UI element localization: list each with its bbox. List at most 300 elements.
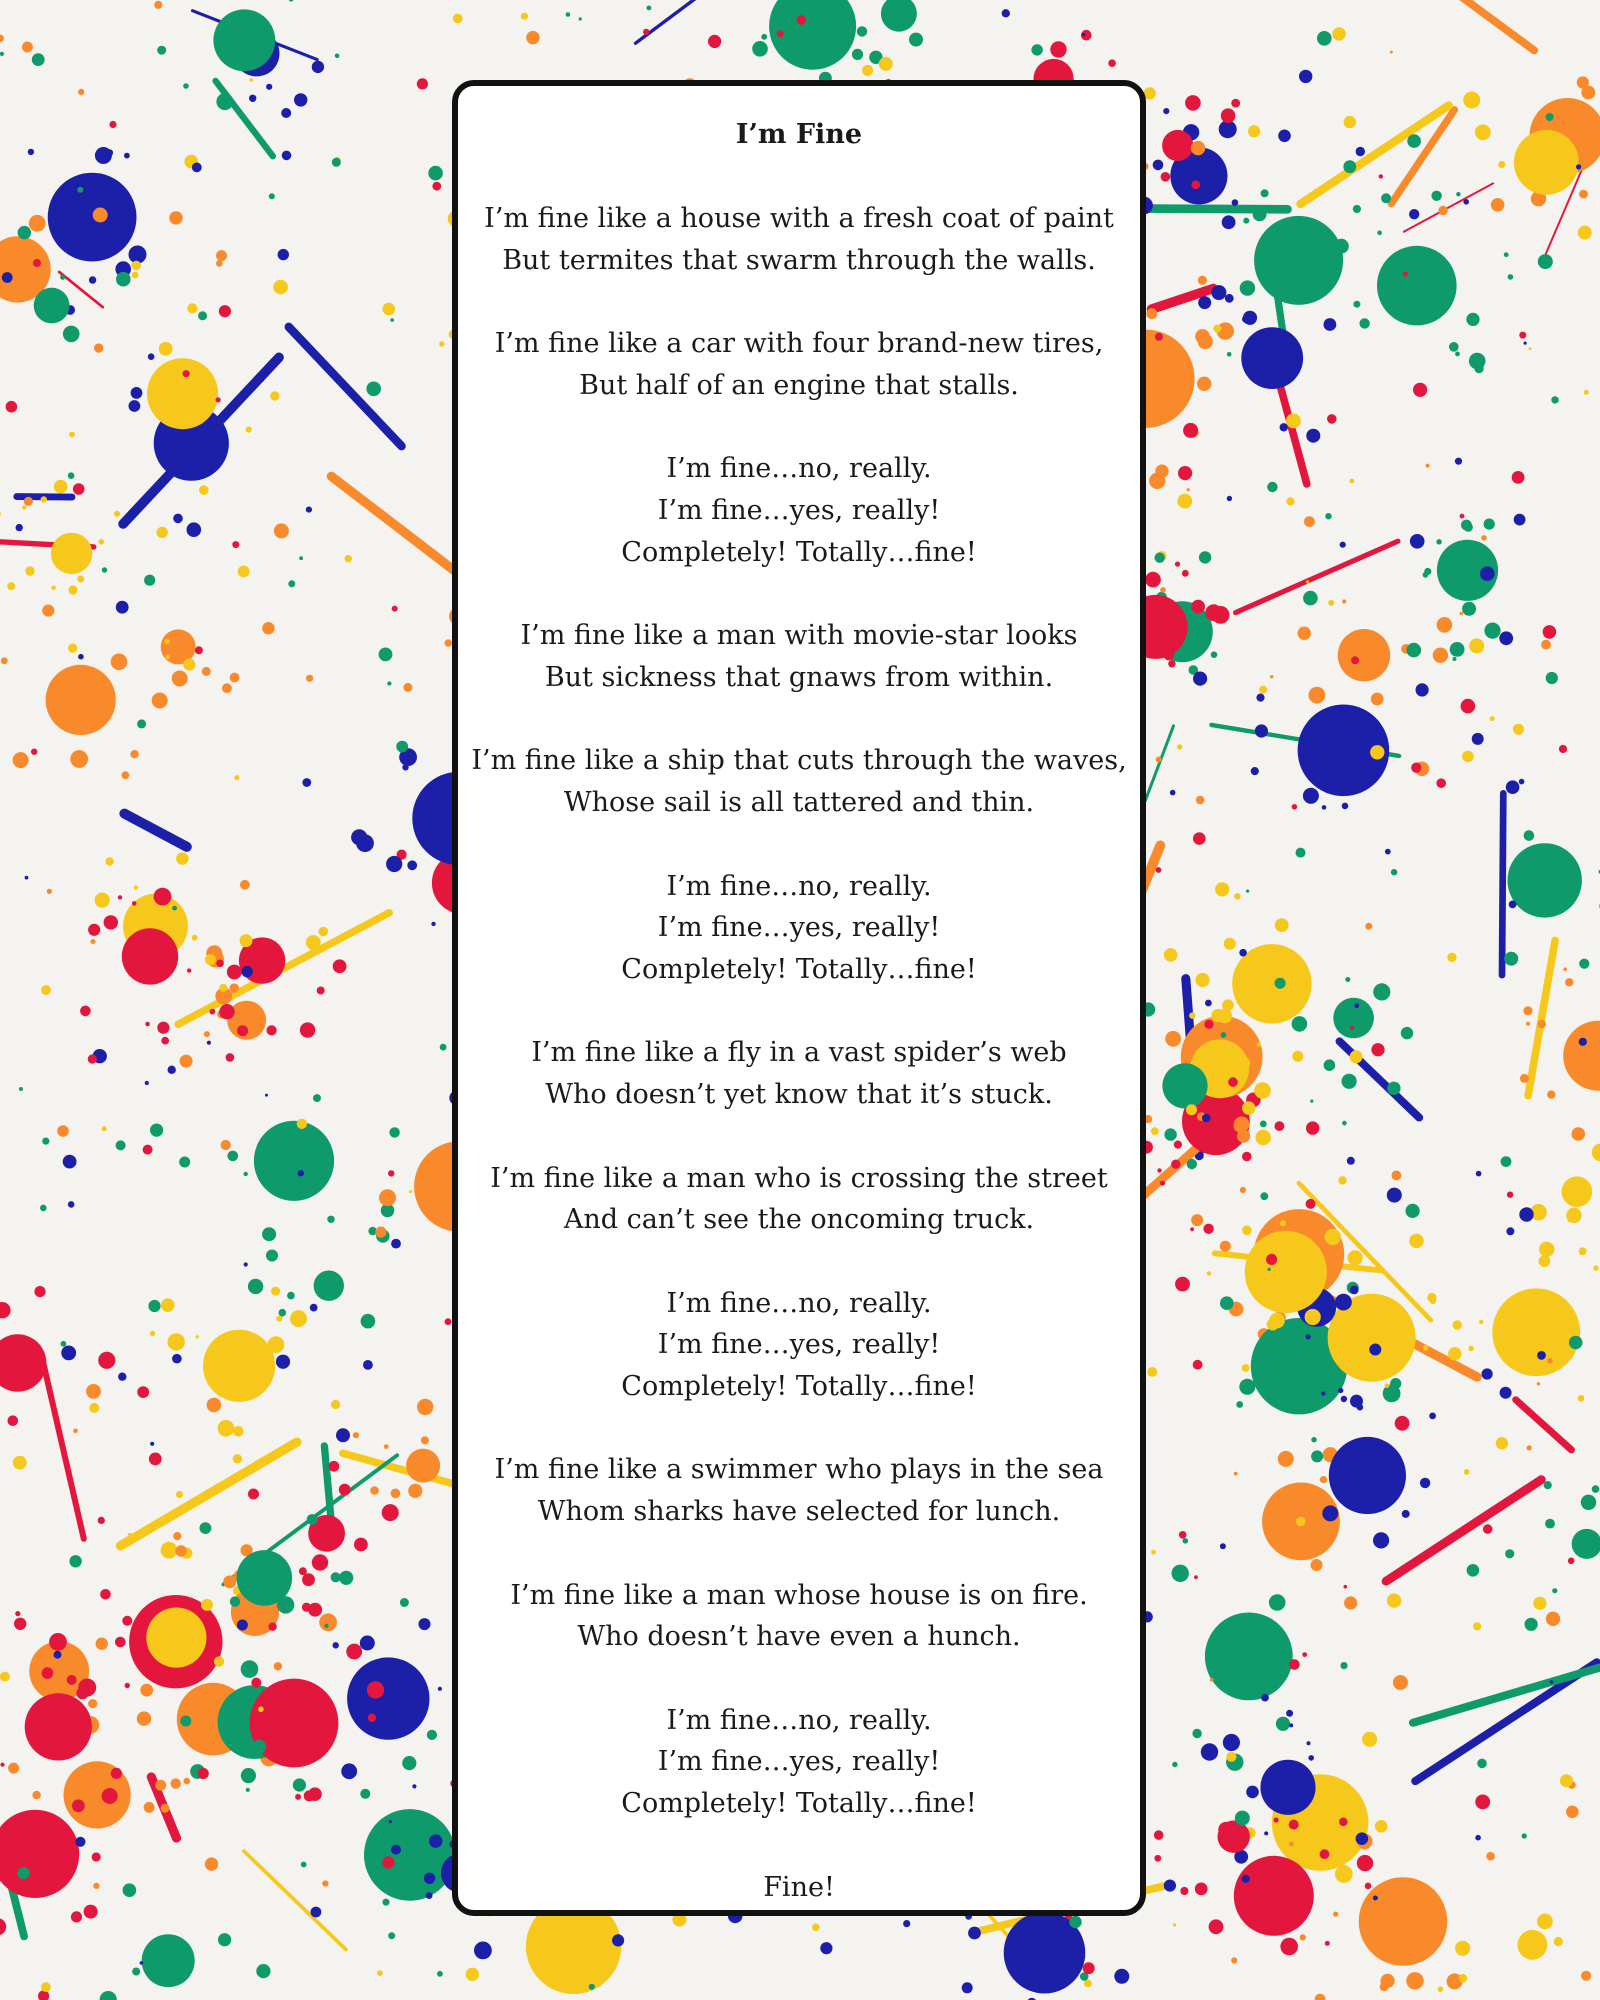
- paint-splat: [417, 78, 428, 89]
- paint-splat: [1552, 1588, 1557, 1593]
- poem-line: Who doesn’t yet know that it’s stuck.: [545, 1078, 1053, 1110]
- paint-splat: [752, 41, 768, 57]
- paint-splat: [123, 1541, 126, 1544]
- paint-splat: [1311, 1559, 1323, 1571]
- paint-splat: [1260, 1121, 1267, 1128]
- paint-splat: [1341, 1396, 1347, 1402]
- paint-splat: [187, 968, 191, 972]
- paint-splat: [130, 750, 138, 758]
- paint-splat: [424, 1873, 435, 1884]
- paint-splat: [109, 121, 116, 128]
- paint-splat: [1309, 687, 1326, 704]
- paint-splat: [137, 719, 146, 728]
- paint-splat: [1463, 199, 1469, 205]
- paint-splat: [114, 511, 120, 517]
- paint-splat: [269, 193, 275, 199]
- paint-splat: [1083, 1962, 1095, 1974]
- paint-splat: [332, 158, 341, 167]
- paint-splat: [417, 1399, 433, 1415]
- paint-splat: [1347, 1157, 1355, 1165]
- paint-splat: [1264, 1831, 1268, 1835]
- paint-splat: [1153, 160, 1164, 171]
- paint-splat: [1409, 209, 1419, 219]
- paint-splat: [1311, 1450, 1323, 1462]
- paint-splat: [1387, 1188, 1402, 1203]
- paint-splat: [1175, 562, 1180, 567]
- paint-splat: [1484, 623, 1500, 639]
- paint-splat: [396, 741, 408, 753]
- stanza: [458, 198, 1140, 281]
- paint-splat: [432, 182, 441, 191]
- paint-splat: [1456, 192, 1460, 196]
- paint-splat: [29, 215, 46, 232]
- paint-splat: [1325, 1941, 1330, 1946]
- paint-splat: [115, 1637, 126, 1648]
- paint-splat: [219, 984, 227, 992]
- paint-splat: [1481, 535, 1486, 540]
- paint-splat: [1538, 254, 1553, 269]
- paint-splat: [1344, 1596, 1357, 1609]
- poem-line: I’m fine…yes, really!: [657, 912, 941, 944]
- paint-splat: [1215, 882, 1229, 896]
- paint-splat: [1342, 803, 1349, 810]
- paint-splat: [1508, 843, 1582, 917]
- paint-splat: [28, 149, 34, 155]
- paint-splat: [273, 280, 288, 295]
- paint-splat: [557, 1929, 572, 1944]
- paint-splat: [1196, 796, 1205, 805]
- paint-splat: [268, 1336, 285, 1353]
- paint-splat: [1212, 606, 1230, 624]
- paint-splat: [40, 1205, 47, 1212]
- paint-splat: [295, 1794, 301, 1800]
- paint-splat: [1227, 352, 1232, 357]
- paint-splat: [322, 1880, 328, 1886]
- paint-splat: [183, 83, 189, 89]
- paint-splat: [313, 1094, 321, 1102]
- paint-splat: [1228, 1077, 1238, 1087]
- poem-line: Completely! Totally…fine!: [621, 953, 977, 985]
- paint-splat: [73, 483, 85, 495]
- paint-splat: [1426, 464, 1430, 468]
- paint-splat: [1164, 948, 1178, 962]
- paint-splat: [311, 1907, 322, 1918]
- paint-splat: [1537, 1351, 1546, 1360]
- paint-splat: [237, 1620, 248, 1631]
- paint-splat: [230, 1596, 240, 1606]
- paint-splat: [202, 667, 211, 676]
- paint-splat: [54, 1651, 62, 1659]
- paint-splat: [140, 1961, 144, 1965]
- paint-splat: [250, 1679, 339, 1768]
- paint-splat: [1225, 294, 1234, 303]
- paint-splat: [1168, 660, 1175, 667]
- paint-splat: [102, 567, 107, 572]
- paint-splat: [1210, 1678, 1214, 1682]
- paint-splat: [161, 1804, 170, 1813]
- paint-splat: [1180, 1887, 1188, 1895]
- paint-splat: [262, 622, 274, 634]
- paint-splat: [1306, 1199, 1316, 1209]
- paint-splat: [237, 1025, 248, 1036]
- paint-splat: [1460, 514, 1465, 519]
- paint-splat: [1353, 301, 1360, 308]
- paint-splat: [69, 1555, 81, 1567]
- paint-splat: [1254, 216, 1343, 305]
- paint-splat: [314, 1271, 344, 1301]
- paint-splat: [1544, 1481, 1552, 1489]
- paint-splat: [1453, 657, 1457, 661]
- paint-splat: [407, 860, 417, 870]
- paint-splat: [219, 305, 231, 317]
- paint-splat: [161, 1037, 169, 1045]
- paint-splat: [817, 3, 828, 14]
- paint-splat: [1335, 1294, 1352, 1311]
- paint-splat: [1562, 1176, 1593, 1207]
- paint-splat: [137, 1711, 151, 1725]
- paint-splat: [368, 1714, 376, 1722]
- paint-splat: [319, 1613, 337, 1631]
- paint-splat: [1342, 1074, 1357, 1089]
- paint-splat: [218, 1420, 235, 1437]
- paint-splat: [198, 1768, 209, 1779]
- paint-splat: [67, 1675, 77, 1685]
- paint-splat: [1179, 1531, 1187, 1539]
- paint-splat: [1351, 1349, 1358, 1356]
- paint-splat: [1539, 1242, 1554, 1257]
- paint-splat: [412, 1784, 416, 1788]
- paint-splat: [968, 1927, 981, 1940]
- paint-splat: [203, 1330, 275, 1402]
- paint-splat: [1387, 1082, 1400, 1095]
- paint-splat: [144, 575, 155, 586]
- paint-splat: [1324, 1059, 1336, 1071]
- paint-splat: [89, 1403, 99, 1413]
- paint-splat: [306, 935, 321, 950]
- paint-splat: [1467, 1564, 1480, 1577]
- paint-splat: [777, 30, 784, 37]
- paint-splat: [34, 1286, 45, 1297]
- paint-splat: [1348, 1250, 1363, 1265]
- poem-line: Completely! Totally…fine!: [621, 536, 977, 568]
- paint-splat: [1381, 193, 1391, 203]
- paint-splat: [1239, 1057, 1250, 1068]
- paint-splat: [1514, 514, 1526, 526]
- paint-splat: [89, 276, 96, 283]
- paint-splat: [1270, 675, 1273, 678]
- poem-title: I’m Fine: [735, 119, 863, 150]
- paint-splat: [1209, 1919, 1224, 1934]
- paint-splat: [270, 391, 279, 400]
- paint-splat: [86, 1384, 101, 1399]
- paint-splat: [1581, 1495, 1596, 1510]
- paint-splat: [240, 880, 250, 890]
- paint-splat: [68, 1201, 75, 1208]
- paint-splat: [63, 326, 80, 343]
- paint-splat: [1242, 1875, 1250, 1883]
- paint-splat: [1160, 587, 1166, 593]
- paint-splat: [1280, 423, 1288, 431]
- paint-splat: [1242, 1152, 1252, 1162]
- paint-splat: [862, 65, 873, 76]
- paint-splat: [852, 49, 863, 60]
- paint-splat: [41, 985, 51, 995]
- paint-splat: [1463, 92, 1480, 109]
- paint-splat: [1362, 1732, 1377, 1747]
- paint-splat: [306, 675, 313, 682]
- paint-splat: [363, 1360, 373, 1370]
- paint-splat: [1537, 1914, 1553, 1930]
- poem-line: I’m fine like a man who is crossing the street: [490, 1162, 1108, 1194]
- paint-splat: [214, 1656, 224, 1666]
- refrain: [458, 1700, 1140, 1825]
- paint-splat: [132, 272, 139, 279]
- paint-splat: [240, 934, 253, 947]
- paint-splat: [1231, 1957, 1237, 1963]
- paint-splat: [47, 889, 52, 894]
- paint-splat: [526, 31, 539, 44]
- paint-splat: [1147, 1367, 1157, 1377]
- paint-splat: [339, 1571, 353, 1585]
- paint-splat: [1175, 1277, 1190, 1292]
- paint-splat: [1199, 551, 1211, 563]
- paint-splat: [1161, 172, 1171, 182]
- paint-splat: [145, 1022, 150, 1027]
- paint-splat: [302, 1573, 315, 1586]
- paint-splat: [68, 644, 77, 653]
- paint-splat: [1151, 1550, 1156, 1555]
- paint-splat: [216, 397, 221, 402]
- paint-splat: [1448, 1347, 1461, 1360]
- paint-splat: [1545, 1519, 1555, 1529]
- stanza: [458, 323, 1140, 406]
- paint-splat: [96, 1638, 108, 1650]
- paint-splat: [333, 959, 347, 973]
- paint-splat: [152, 693, 168, 709]
- paint-splat: [1406, 1972, 1423, 1989]
- paint-splat: [1183, 1538, 1189, 1544]
- paint-splat: [1480, 566, 1495, 581]
- paint-splat: [1239, 949, 1247, 957]
- paint-splat: [154, 1, 162, 9]
- paint-splat: [1269, 1594, 1286, 1611]
- paint-splat: [1431, 191, 1441, 201]
- paint-splat: [95, 893, 110, 908]
- paint-splat: [1512, 471, 1525, 484]
- paint-splat: [439, 341, 444, 346]
- paint-splat: [88, 924, 100, 936]
- paint-splat: [51, 586, 55, 590]
- paint-splat: [148, 353, 155, 360]
- paint-splat: [13, 1456, 27, 1470]
- poem-line: I’m fine…yes, really!: [657, 494, 941, 526]
- paint-splat: [134, 885, 138, 889]
- paint-splat: [1578, 226, 1592, 240]
- poem-line: I’m fine like a ship that cuts through the waves,: [471, 745, 1127, 777]
- paint-splat: [1523, 1006, 1532, 1015]
- paint-splat: [1547, 1358, 1553, 1364]
- paint-splat: [164, 639, 169, 644]
- paint-splat: [234, 775, 239, 780]
- paint-splat: [187, 522, 202, 537]
- paint-splat: [1198, 296, 1211, 309]
- paint-splat: [1525, 1618, 1538, 1631]
- paint-splat: [1568, 1219, 1571, 1222]
- paint-splat: [1579, 1247, 1587, 1255]
- paint-splat: [276, 1316, 282, 1322]
- paint-splat: [1286, 1710, 1293, 1717]
- paint-splat: [149, 1453, 162, 1466]
- paint-splat: [1234, 893, 1240, 899]
- paint-splat: [302, 778, 311, 787]
- paint-splat: [1256, 694, 1264, 702]
- paint-splat: [180, 1055, 193, 1068]
- paint-splat: [466, 1968, 479, 1981]
- paint-splat: [221, 1140, 231, 1150]
- paint-splat: [24, 497, 33, 506]
- paint-splat: [566, 12, 571, 17]
- paint-splat: [218, 1692, 224, 1698]
- paint-splat: [1242, 1364, 1250, 1372]
- paint-splat: [383, 303, 396, 316]
- paint-splat: [909, 33, 923, 47]
- paint-splat: [92, 1852, 101, 1861]
- paint-splat: [1508, 274, 1514, 280]
- paint-splat: [382, 1504, 399, 1521]
- paint-splat: [124, 153, 130, 159]
- paint-splat: [1370, 745, 1384, 759]
- paint-splat: [708, 35, 721, 48]
- paint-splat: [146, 1608, 206, 1668]
- paint-splat: [1204, 1020, 1213, 1029]
- paint-splat: [219, 1004, 234, 1019]
- paint-splat: [266, 1250, 278, 1262]
- paint-splat: [196, 1335, 199, 1338]
- paint-splat: [1160, 1181, 1165, 1186]
- paint-splat: [248, 1279, 263, 1294]
- paint-splat: [106, 149, 113, 156]
- paint-splat: [1527, 1445, 1532, 1450]
- paint-splat: [1260, 1192, 1268, 1200]
- paint-splat: [1195, 1883, 1208, 1896]
- paint-splat: [403, 683, 412, 692]
- paint-splat: [98, 1352, 115, 1369]
- paint-streak: [1502, 793, 1503, 975]
- paint-splat: [1114, 1969, 1129, 1984]
- paint-splat: [1484, 519, 1495, 530]
- paint-splat: [453, 14, 463, 24]
- paint-splat: [57, 1125, 69, 1137]
- paint-splat: [102, 1126, 107, 1131]
- paint-splat: [353, 1432, 359, 1438]
- paint-splat: [1164, 1880, 1176, 1892]
- paint-splat: [84, 1905, 98, 1919]
- poem-line: I’m fine…yes, really!: [657, 1746, 941, 1778]
- paint-splat: [1579, 959, 1589, 969]
- paint-splat: [1438, 206, 1447, 215]
- paint-splat: [68, 472, 75, 479]
- paint-splat: [1423, 1345, 1428, 1350]
- paint-splat: [1197, 377, 1211, 391]
- paint-splat: [426, 1892, 433, 1899]
- paint-splat: [1280, 1220, 1286, 1226]
- paint-splat: [1268, 1268, 1271, 1271]
- paint-splat: [400, 1598, 409, 1607]
- paint-splat: [216, 250, 227, 261]
- paint-splat: [216, 260, 223, 267]
- paint-splat: [1278, 1451, 1294, 1467]
- poem-line: I’m fine…no, really.: [666, 453, 932, 485]
- paint-splat: [647, 6, 652, 11]
- paint-splat: [361, 1314, 376, 1329]
- paint-splat: [1296, 1517, 1305, 1526]
- paint-splat: [132, 901, 137, 906]
- paint-splat: [1193, 832, 1206, 845]
- paint-splat: [1402, 1510, 1410, 1518]
- paint-splat: [77, 576, 84, 583]
- paint-splat: [2, 272, 13, 283]
- paint-splat: [1563, 967, 1567, 971]
- paint-splat: [143, 1145, 153, 1155]
- paint-splat: [1506, 780, 1520, 794]
- paint-splat: [200, 1522, 212, 1534]
- paint-splat: [1201, 1743, 1218, 1760]
- paint-splat: [1351, 656, 1359, 664]
- paint-splat: [165, 655, 169, 659]
- paint-splat: [310, 1304, 318, 1312]
- paint-splat: [1189, 1012, 1195, 1018]
- paint-splat: [34, 288, 70, 324]
- paint-splat: [266, 84, 272, 90]
- paint-splat: [1211, 1009, 1224, 1022]
- paint-splat: [406, 1449, 440, 1483]
- paint-splat: [331, 1572, 341, 1582]
- paint-splat: [16, 524, 23, 531]
- paint-splat: [1462, 751, 1474, 763]
- paint-splat: [63, 1155, 77, 1169]
- paint-splat: [1350, 1286, 1359, 1295]
- paint-splat: [1482, 1368, 1493, 1379]
- paint-splat: [1304, 516, 1315, 527]
- paint-splat: [1256, 1130, 1271, 1145]
- paint-splat: [102, 1788, 118, 1804]
- paint-splat: [346, 1644, 362, 1660]
- paint-splat: [94, 343, 103, 352]
- paint-splat: [173, 514, 183, 524]
- paint-splat: [428, 166, 443, 181]
- paint-splat: [1413, 383, 1427, 397]
- paint-splat: [382, 1856, 394, 1868]
- paint-splat: [241, 1768, 256, 1783]
- paint-splat: [297, 1119, 307, 1129]
- paint-splat: [1325, 1229, 1341, 1245]
- paint-splat: [0, 1763, 4, 1767]
- paint-splat: [1261, 1694, 1269, 1702]
- paint-splat: [78, 654, 84, 660]
- paint-splat: [205, 1857, 218, 1870]
- paint-splat: [427, 1730, 437, 1740]
- paint-splat: [1407, 134, 1421, 148]
- paint-splat: [69, 432, 75, 438]
- paint-splat: [41, 496, 47, 502]
- paint-splat: [223, 1575, 236, 1588]
- paint-splat: [25, 876, 29, 880]
- poem-line: I’m fine like a house with a fresh coat of paint: [484, 203, 1114, 234]
- paint-splat: [1069, 1916, 1081, 1928]
- paint-splat: [1307, 1741, 1311, 1745]
- paint-splat: [1303, 788, 1319, 804]
- paint-splat: [61, 1346, 76, 1361]
